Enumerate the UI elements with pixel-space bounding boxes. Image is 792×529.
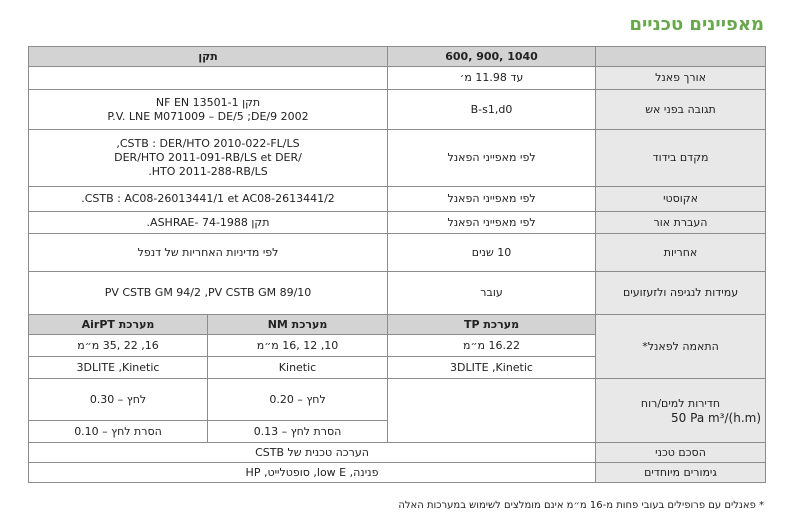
row-label-approval: הסכם טכני xyxy=(596,443,766,463)
fire-standard-line: תקן NF EN 13501-1 xyxy=(155,95,261,109)
table-row xyxy=(29,187,766,212)
insulation-value: לפי מאפייני הפאנל xyxy=(388,130,596,187)
table-row xyxy=(29,90,766,130)
row-label-air: העברת אור xyxy=(596,212,766,234)
header-standard: תקן xyxy=(29,47,388,67)
row-label-fit: התאמה לפאנל* xyxy=(596,315,766,379)
fit-header-row xyxy=(29,315,766,335)
approval-value: הערכה טכנית של CSTB xyxy=(29,443,596,463)
footnote: * פאנלים עם פרופילים בעובי פחות מ-16 מ״מ אינם מומלצים לשימוש במערכות האלה xyxy=(398,500,764,511)
water-label-line: חדירות למים/רוח xyxy=(640,396,721,410)
row-label-length: אורך פאנל xyxy=(596,67,766,90)
insulation-standard-line: CSTB : DER/HTO 2010-022-FL/LS, xyxy=(116,137,300,150)
row-label-impact: עמידות לנגיפה ולזעזועים xyxy=(596,272,766,315)
row-label-acoustic: אקוסטי xyxy=(596,187,766,212)
nm-panels: Kinetic xyxy=(208,357,388,379)
specs-table xyxy=(28,46,766,483)
impact-standard: PV CSTB GM 94/2 ,PV CSTB GM 89/10 xyxy=(29,272,388,315)
header-blank-cell xyxy=(596,47,766,67)
length-standard xyxy=(29,67,388,90)
table-row xyxy=(29,212,766,234)
acoustic-standard: CSTB : AC08-26013441/1 et AC08-2613441/2. xyxy=(29,187,388,212)
row-label-finishes: גימורים מיוחדים xyxy=(596,463,766,483)
table-row xyxy=(29,67,766,90)
fire-value: B-s1,d0 xyxy=(388,90,596,130)
row-label-insulation: מקדם בידוד xyxy=(596,130,766,187)
table-row xyxy=(29,272,766,315)
system-header-nm: מערכת NM xyxy=(208,315,388,335)
fire-standard-line: 2002 P.V. LNE M071009 – DE/5 ;DE/9 xyxy=(107,109,309,123)
insulation-standard-line: HTO 2011-288-RB/LS. xyxy=(148,165,268,178)
airpt-thickness: 16, 22 ,35 מ״מ xyxy=(29,335,208,357)
row-label-water xyxy=(596,379,766,443)
nm-thickness: 10, 12 ,16 מ״מ xyxy=(208,335,388,357)
table-row xyxy=(29,379,766,421)
tp-thickness: 16.22 מ״מ xyxy=(388,335,596,357)
nm-water-release: הסרת לחץ – 0.13 xyxy=(208,421,388,443)
airpt-water-pressure: לחץ – 0.30 xyxy=(29,379,208,421)
table-row xyxy=(29,463,766,483)
table-row xyxy=(29,130,766,187)
nm-water-pressure: לחץ – 0.20 xyxy=(208,379,388,421)
water-label-line: 50 Pa m³/(h.m) xyxy=(671,410,762,425)
warranty-value: 10 שנים xyxy=(388,234,596,272)
insulation-standard xyxy=(29,130,388,187)
impact-value: עובר xyxy=(388,272,596,315)
warranty-standard: לפי מדיניות האחריות של דנפל xyxy=(29,234,388,272)
page-title: מאפיינים טכניים xyxy=(629,14,764,35)
row-label-fire: תגובה בפני אש xyxy=(596,90,766,130)
tp-panels: 3DLITE ,Kinetic xyxy=(388,357,596,379)
finishes-value: פנינה, low E, סופטלייט, HP xyxy=(29,463,596,483)
insulation-standard-line: /DER/HTO 2011-091-RB/LS et DER xyxy=(114,151,302,164)
header-sizes: 1040 ,900 ,600 xyxy=(388,47,596,67)
row-label-warranty: אחריות xyxy=(596,234,766,272)
system-header-tp: מערכת TP xyxy=(388,315,596,335)
system-header-airpt: מערכת AirPT xyxy=(29,315,208,335)
table-header-row xyxy=(29,47,766,67)
tp-water-cell xyxy=(388,379,596,443)
air-standard: תקן ASHRAE- 74-1988. xyxy=(29,212,388,234)
airpt-water-release: הסרת לחץ – 0.10 xyxy=(29,421,208,443)
air-value: לפי מאפייני הפאנל xyxy=(388,212,596,234)
table-row xyxy=(29,234,766,272)
fire-standard xyxy=(29,90,388,130)
acoustic-value: לפי מאפייני הפאנל xyxy=(388,187,596,212)
airpt-panels: 3DLITE ,Kinetic xyxy=(29,357,208,379)
table-row xyxy=(29,443,766,463)
length-value: עד 11.98 מ׳ xyxy=(388,67,596,90)
